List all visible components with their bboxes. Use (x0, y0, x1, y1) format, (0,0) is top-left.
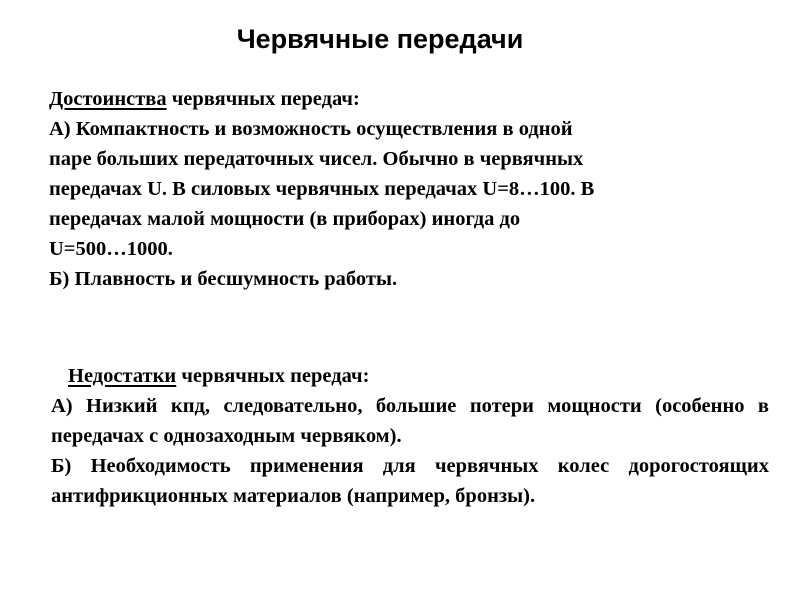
advantage-a-line-1: А) Компактность и возможность осуществления в одной (49, 118, 573, 140)
advantages-section (49, 84, 769, 294)
advantage-a-line-3: передачах U. В силовых червячных передачах U=8…100. В (49, 178, 595, 200)
advantages-heading (49, 84, 769, 114)
advantage-item-b: Б) Плавность и бесшумность работы. (49, 268, 398, 290)
disadvantages-heading-rest: червячных передач: (176, 365, 370, 387)
disadvantages-heading-underlined: Недостатки (68, 365, 177, 387)
advantage-item-a (49, 114, 769, 264)
advantage-a-line-2: паре больших передаточных чисел. Обычно в червячных (49, 148, 584, 170)
advantage-a-line-4: передачах малой мощности (в приборах) иногда до (49, 208, 521, 230)
slide-title: Червячные передачи (236, 24, 524, 54)
advantage-a-line-5: U=500…1000. (49, 238, 173, 260)
disadvantages-section (51, 361, 769, 511)
disadvantage-item-a: А) Низкий кпд, следовательно, большие потери мощности (особенно в передачах с однозаходным червяком). (51, 395, 769, 447)
disadvantages-heading (51, 361, 769, 391)
disadvantage-item-b: Б) Необходимость применения для червячных колес дорогостоящих антифрикционных материалов (например, бронзы). (51, 455, 769, 507)
advantages-heading-rest: червячных передач: (166, 88, 360, 110)
advantages-heading-underlined: Достоинства (49, 88, 167, 110)
